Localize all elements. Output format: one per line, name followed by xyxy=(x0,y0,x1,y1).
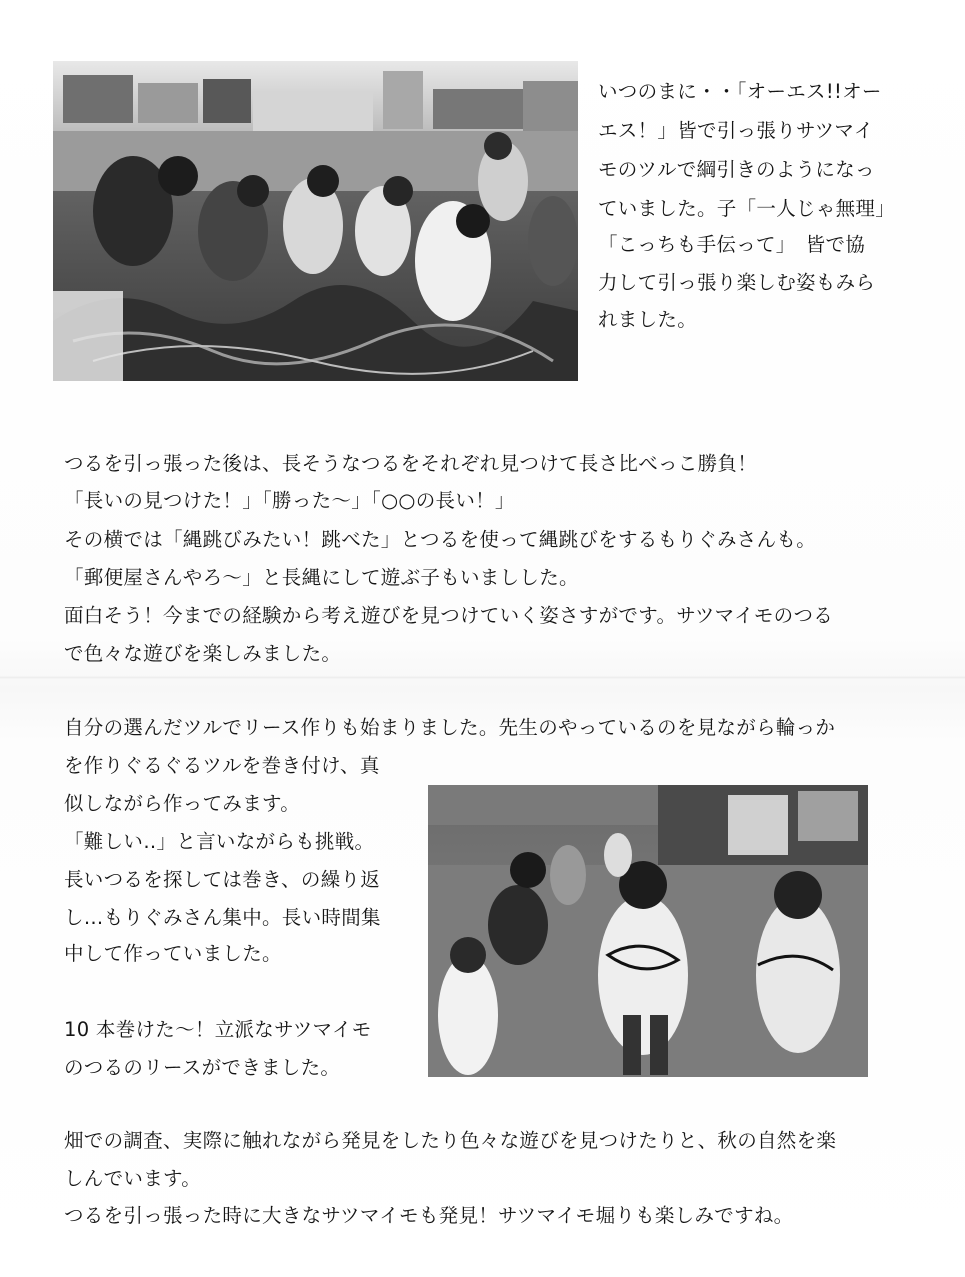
section4-line-2: しんでいます。 xyxy=(64,1167,202,1190)
section3-line-2: 似しながら作ってみます。 xyxy=(64,792,301,815)
section4-line-3: つるを引っ張った時に大きなサツマイモも発見！サツマイモ堀りも楽しみですね。 xyxy=(64,1204,794,1227)
section3-result-2: のつるのリースができました。 xyxy=(64,1056,341,1079)
paper-fold-crease xyxy=(0,676,965,679)
photo-tug-of-war-image xyxy=(53,61,578,381)
section3-line-5: し…もりぐみさん集中。長い時間集 xyxy=(64,906,381,929)
section1-line-7: れました。 xyxy=(598,308,698,331)
photo-wreath-making-image xyxy=(428,785,868,1077)
section2-line-4: 「郵便屋さんやろ～」と長縄にして遊ぶ子もいましした。 xyxy=(64,566,579,589)
section2-line-2: 「長いの見つけた！」「勝った～」「○○の長い！」 xyxy=(64,489,515,512)
section3-line-4: 長いつるを探しては巻き、の繰り返 xyxy=(64,868,381,891)
section3-line-3: 「難しい‥」と言いながらも挑戦。 xyxy=(64,830,375,853)
photo-wreath-making xyxy=(428,785,868,1077)
section1-line-6: 力して引っ張り楽しむ姿もみら xyxy=(598,271,876,294)
section1-line-3: モのツルで綱引きのようになっ xyxy=(598,158,875,181)
section3-line-1: を作りぐるぐるツルを巻き付け、真 xyxy=(64,754,380,777)
section2-line-3: その横では「縄跳びみたい！跳べた」とつるを使って縄跳びをするもりぐみさんも。 xyxy=(64,528,817,551)
section1-line-1: いつのまに・・「オーエス!!オー xyxy=(598,80,882,103)
section1-line-4: ていました。子「一人じゃ無理」 xyxy=(598,197,896,220)
section2-line-6: で色々な遊びを楽しみました。 xyxy=(64,642,342,665)
section1-line-2: エス！」皆で引っ張りサツマイ xyxy=(598,119,874,142)
section2-line-1: つるを引っ張った後は、長そうなつるをそれぞれ見つけて長さ比べっこ勝負！ xyxy=(64,452,758,475)
section1-line-5: 「こっちも手伝って」 皆で協 xyxy=(598,233,866,256)
section3-intro: 自分の選んだツルでリース作りも始まりました。先生のやっているのを見ながら輪っか xyxy=(64,716,836,739)
photo-tug-of-war xyxy=(53,61,578,381)
section3-result-1: 10 本巻けた～！立派なサツマイモ xyxy=(64,1018,372,1041)
section3-line-6: 中して作っていました。 xyxy=(64,942,282,965)
section2-line-5: 面白そう！今までの経験から考え遊びを見つけていく姿さすがです。サツマイモのつる xyxy=(64,604,834,627)
section4-line-1: 畑での調査、実際に触れながら発見をしたり色々な遊びを見つけたりと、秋の自然を楽 xyxy=(64,1129,837,1152)
